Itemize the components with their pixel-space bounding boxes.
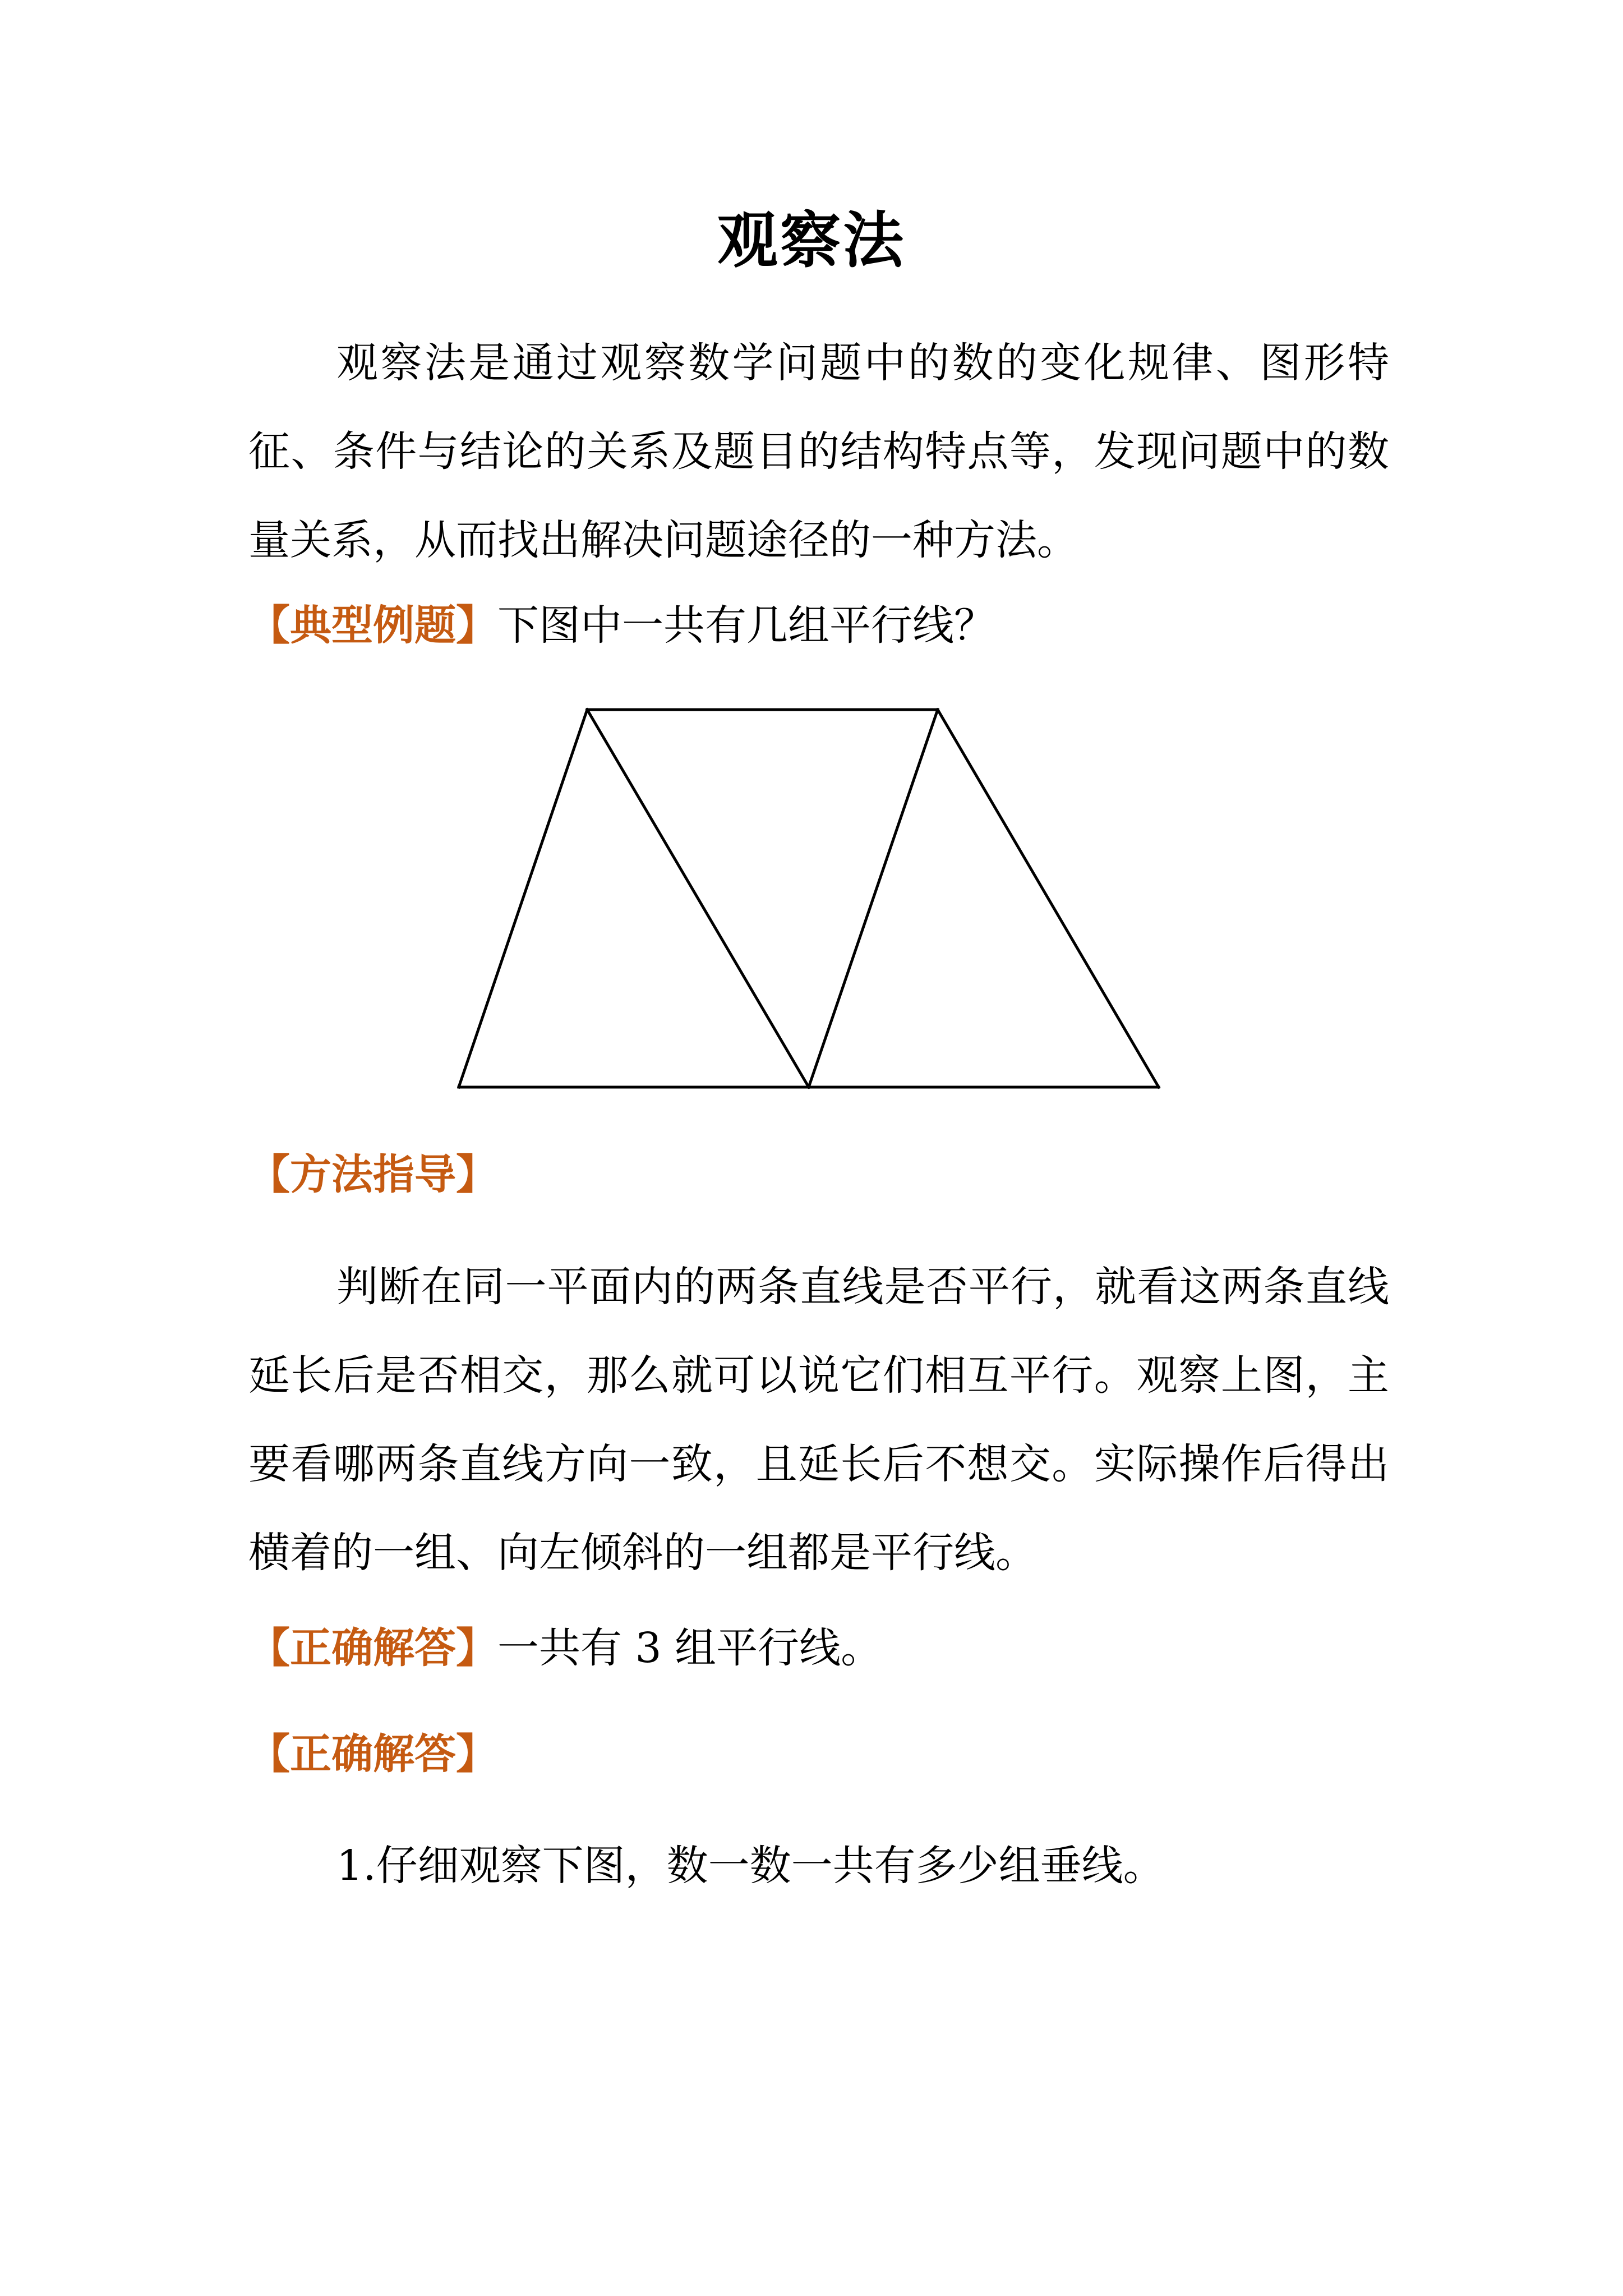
method-heading <box>248 1141 1389 1208</box>
inner-diagonal-left <box>587 710 809 1087</box>
answer-line <box>248 1614 1389 1682</box>
exercise-tag: 【正确解答】 <box>248 1730 497 1778</box>
exercise-item: 1.仔细观察下图，数一数一共有多少组垂线。 <box>336 1842 1165 1890</box>
example-tag: 【典型例题】 <box>248 601 497 650</box>
answer-tag: 【正确解答】 <box>248 1624 497 1672</box>
exercise-heading <box>248 1720 1389 1788</box>
inner-diagonal-right <box>809 710 938 1087</box>
example-question: 下图中一共有几组平行线？ <box>497 601 995 650</box>
page-title: 观察法 <box>717 206 906 276</box>
method-paragraph: 判断在同一平面内的两条直线是否平行，就看这两条直线延长后是否相交，那么就可以说它们相互平行。观察上图，主要看哪两条直线方向一致，且延长后不想交。实际操作后得出横着的一组、向左倾斜的一组都是平行线。 <box>248 1263 1389 1577</box>
left-edge <box>459 710 587 1087</box>
intro-paragraph: 观察法是通过观察数学问题中的数的变化规律、图形特征、条件与结论的关系及题目的结构特点等，发现问题中的数量关系，从而找出解决问题途径的一种方法。 <box>248 339 1389 564</box>
right-edge <box>938 710 1159 1087</box>
method-tag: 【方法指导】 <box>248 1151 497 1199</box>
answer-text: 一共有 3 组平行线。 <box>497 1624 883 1672</box>
